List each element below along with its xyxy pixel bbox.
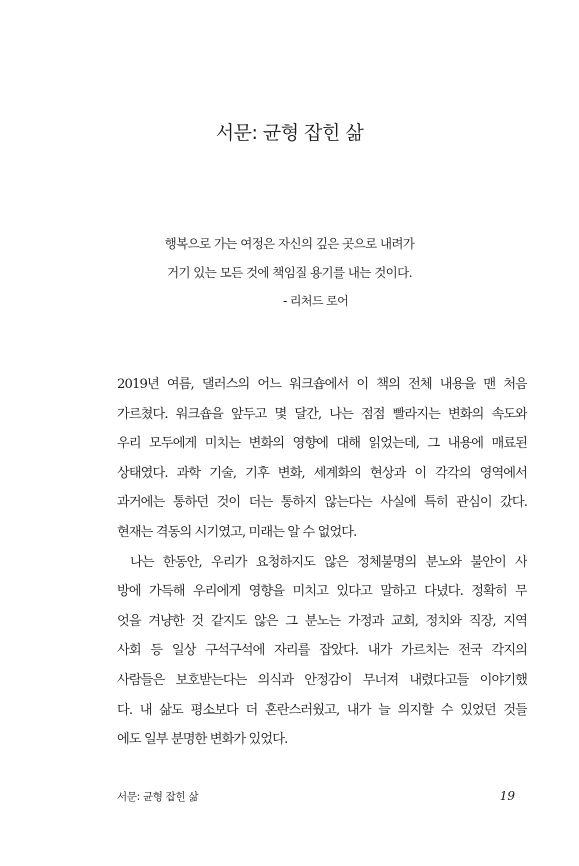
body-line: 현재는 격동의 시기였고, 미래는 알 수 없었다. [117, 524, 357, 540]
body-line: 나는 한동안, 우리가 요청하지도 않은 정체불명의 분노와 불안이 사 [130, 554, 527, 570]
running-head: 서문: 균형 잡힌 삶 [117, 791, 199, 803]
body-line: 방에 가득해 우리에게 영향을 미치고 있다고 말하고 다녔다. 정확히 무 [117, 584, 527, 600]
body-line: 과거에는 통하던 것이 더는 통하지 않는다는 사실에 특히 관심이 갔다. [117, 495, 527, 511]
body-line: 다. 내 삶도 평소보다 더 혼란스러웠고, 내가 늘 의지할 수 있었던 것들 [117, 702, 527, 718]
body-line: 에도 일부 분명한 변화가 있었다. [117, 732, 288, 748]
epigraph-line: 행복으로 가는 여정은 자신의 깊은 곳으로 내려가 [164, 236, 415, 251]
body-line: 사람들은 보호받는다는 의식과 안정감이 무너져 내렸다고들 이야기했 [117, 672, 527, 688]
epigraph [0, 229, 579, 316]
body-line: 우리 모두에게 미치는 변화의 영향에 대해 읽었는데, 그 내용에 매료된 [117, 436, 527, 452]
body-line: 사회 등 일상 구석구석에 자리를 잡았다. 내가 가르치는 전국 각지의 [117, 643, 527, 659]
epigraph-line: 거기 있는 모든 것에 책임질 용기를 내는 것이다. [166, 265, 412, 280]
body-line: 상태였다. 과학 기술, 기후 변화, 세계화의 현상과 이 각각의 영역에서 [117, 465, 527, 481]
body-line: 2019년 여름, 댈러스의 어느 워크숍에서 이 책의 전체 내용을 맨 처음 [117, 377, 527, 392]
body-line: 엇을 겨냥한 것 같지도 않은 그 분노는 가정과 교회, 정치와 직장, 지역 [117, 613, 527, 629]
chapter-title: 서문: 균형 잡힌 삶 [215, 122, 364, 144]
body-line: 가르쳤다. 워크숍을 앞두고 몇 달간, 나는 점점 빨라지는 변화의 속도와 [117, 406, 527, 422]
page-number: 19 [499, 789, 515, 803]
body-text [117, 370, 527, 755]
epigraph-attribution: - 리처드 로어 [282, 294, 349, 308]
